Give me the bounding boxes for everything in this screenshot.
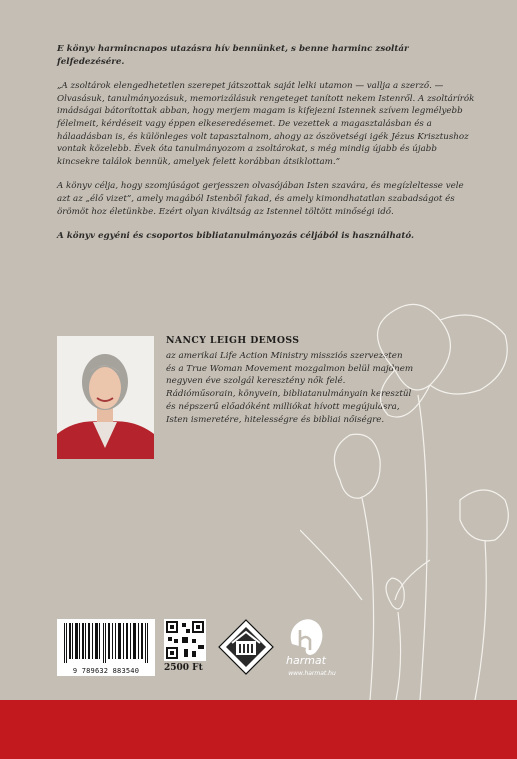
- publisher-name: harmat: [285, 654, 326, 667]
- isbn-barcode: [57, 619, 155, 676]
- author-quote: „A zsoltárok elengedhetetlen szerepet játszottak saját lelki utamon — vallja a szerző. — Olvasásuk, tanulmányozásuk, memorizálásuk rengeteget tanított nekem Istenről. A zsoltárírók imádságai bátorítottak abban, hogy merjem magam is kifejezni Istennek szívem legmélyebb félelmeit, kérdéseit vagy éppen elkeseredésemet. De vezettek a magasztalásban és a hálaadásban is, és különleges volt tapasztalnom, ahogy az ószövetségi igék Jézus Krisztushoz vontak közelebb. Évek óta tanulmányozom a zsoltárokat, s még mindig újabb és újabb kincsekre találok bennük, amelyek felett korábban átsiklottam.”: [57, 81, 475, 167]
- qr-code: [164, 619, 206, 661]
- back-cover-text: [57, 43, 477, 255]
- isbn-digits: 9 789632 883540: [72, 667, 140, 675]
- publisher-logo: [282, 614, 344, 678]
- intro-lead: E könyv harmincnapos utazásra hív bennünket, s benne harminc zsoltár felfedezésére.: [57, 44, 409, 67]
- author-name: NANCY LEIGH DEMOSS: [166, 335, 300, 346]
- price: 2500 Ft: [164, 663, 203, 673]
- author-bio: az amerikai Life Action Ministry missziós szervezeten és a True Woman Movement mozgalmon belül majdnem negyven éve szolgál keresztény nők felé. Rádióműsorain, könyvein, bibliatanulmányain keresztül és népszerű előadóként milliókat hívott megújulásra, Isten ismeretére, hitelességre és bibliai nőiségre.: [166, 351, 414, 425]
- usage-note: A könyv egyéni és csoportos bibliatanulmányozás céljából is használható.: [57, 231, 415, 242]
- book-purpose: A könyv célja, hogy szomjúságot gerjesszen olvasójában Isten szavára, és megízleltesse vele azt az „élő vizet”, amely magából Istenből fakad, és amely kimondhatatlan szabadságot és örömöt hoz életünkbe. Ezért olyan kiváltság az Istennel töltött minőségi idő.: [57, 181, 464, 217]
- red-footer-band: [0, 700, 517, 759]
- publisher-url: www.harmat.hu: [288, 670, 336, 677]
- author-photo: [57, 336, 154, 459]
- church-logo: [218, 619, 274, 675]
